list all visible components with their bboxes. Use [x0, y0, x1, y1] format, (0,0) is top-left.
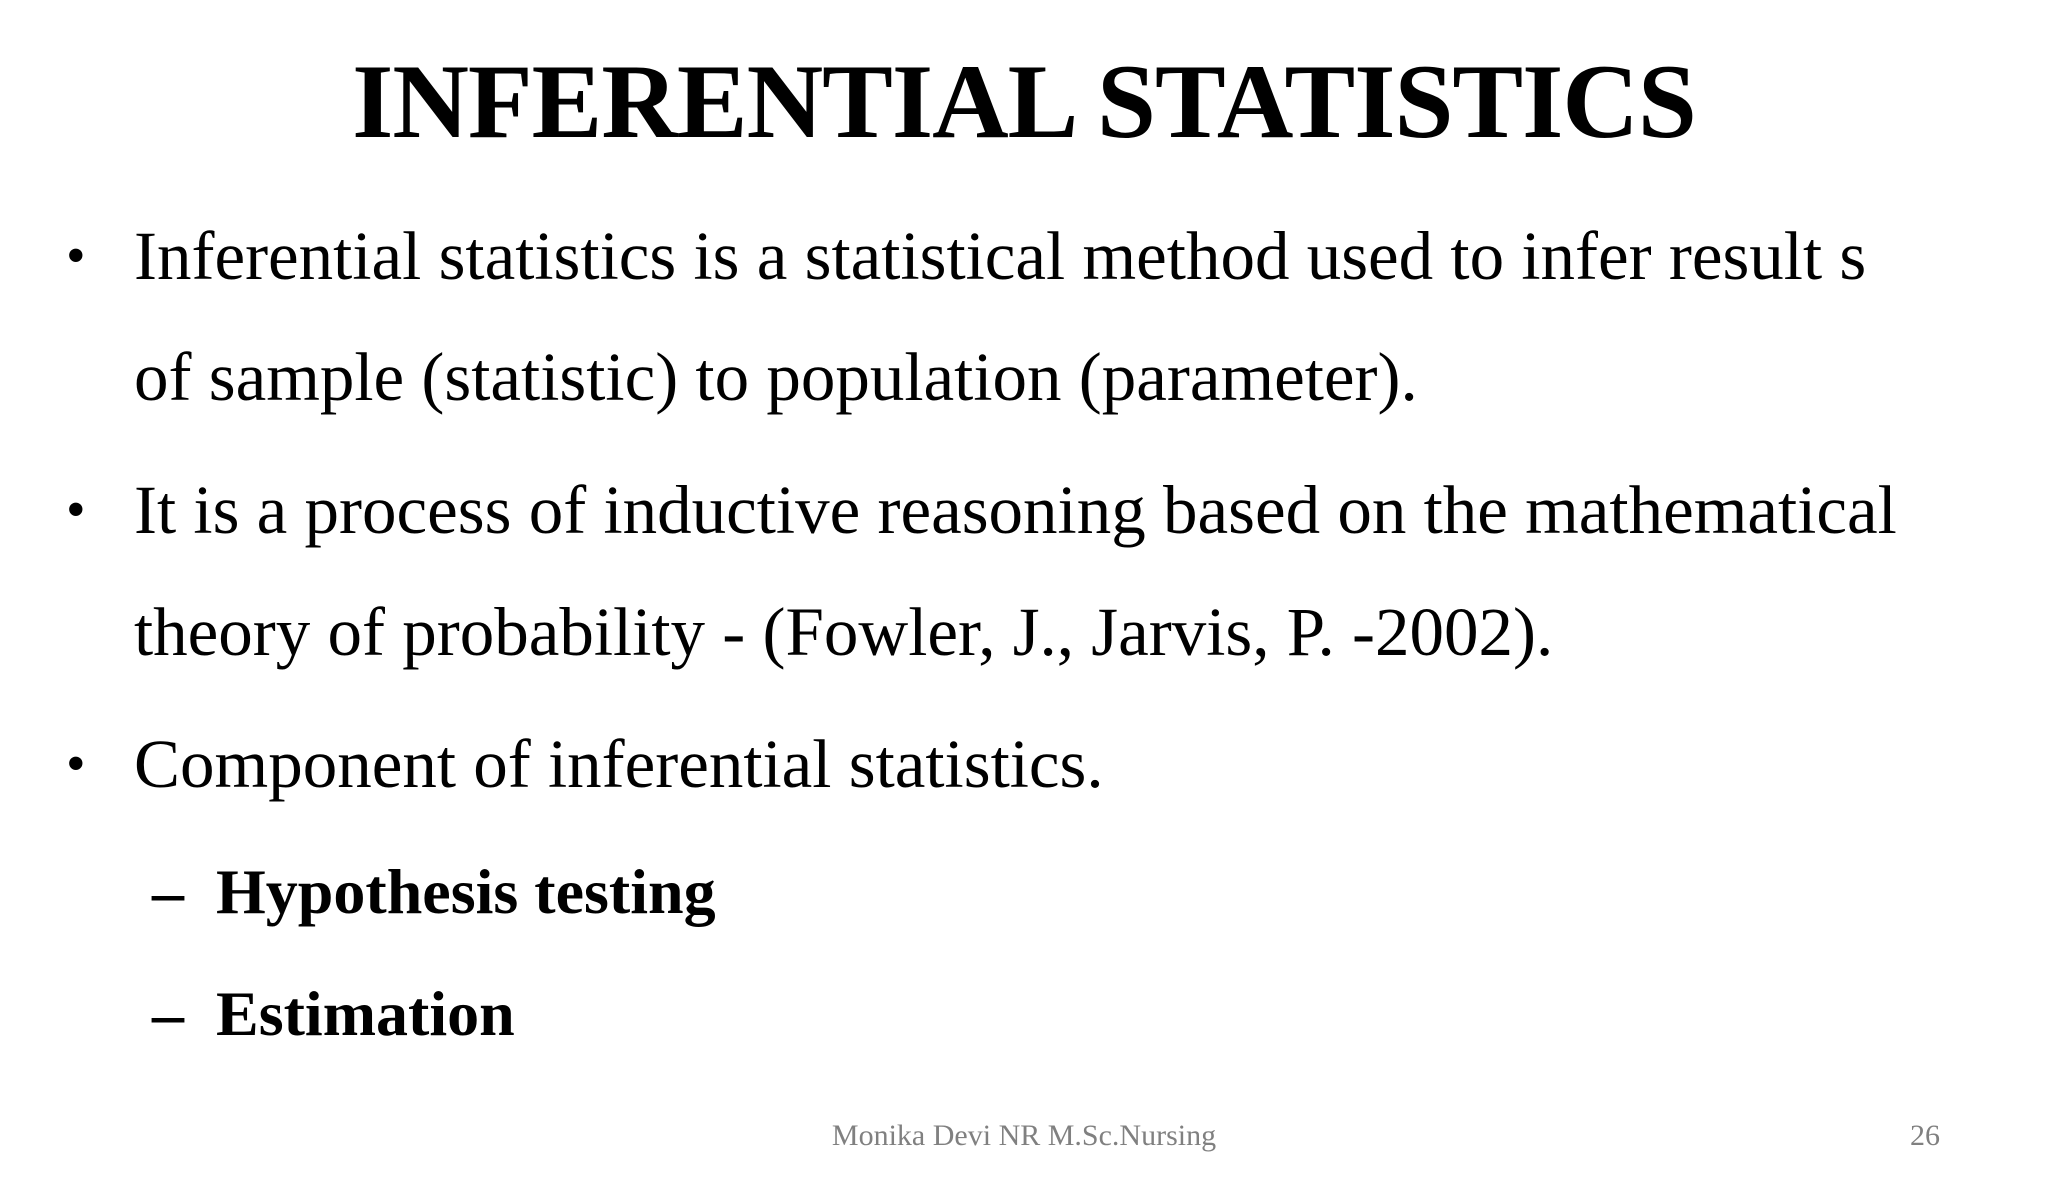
bullet-marker: • [66, 479, 86, 541]
bullet-marker: • [66, 733, 86, 795]
bullet-2-line-2: theory of probability - (Fowler, J., Jarvis, P. -2002). [134, 594, 1554, 670]
footer-author: Monika Devi NR M.Sc.Nursing [831, 1119, 1217, 1152]
subitem-dash: – [152, 856, 184, 927]
subitem-label: Hypothesis testing [216, 856, 716, 927]
slide-title: INFERENTIAL STATISTICS [352, 43, 1696, 160]
bullet-2-line-1: It is a process of inductive reasoning based on the mathematical [134, 472, 1897, 548]
subitem-hypothesis-testing [152, 852, 716, 932]
bullet-1-line-1: Inferential statistics is a statistical method used to infer result s [134, 218, 1867, 294]
bullet-marker: • [66, 225, 86, 287]
bullet-1-line-2: of sample (statistic) to population (parameter). [134, 339, 1418, 415]
subitem-estimation [152, 974, 515, 1054]
subitem-dash: – [152, 978, 184, 1049]
subitem-label: Estimation [216, 978, 515, 1049]
bullet-3-line-1: Component of inferential statistics. [134, 726, 1104, 802]
page-number: 26 [1910, 1119, 1940, 1152]
